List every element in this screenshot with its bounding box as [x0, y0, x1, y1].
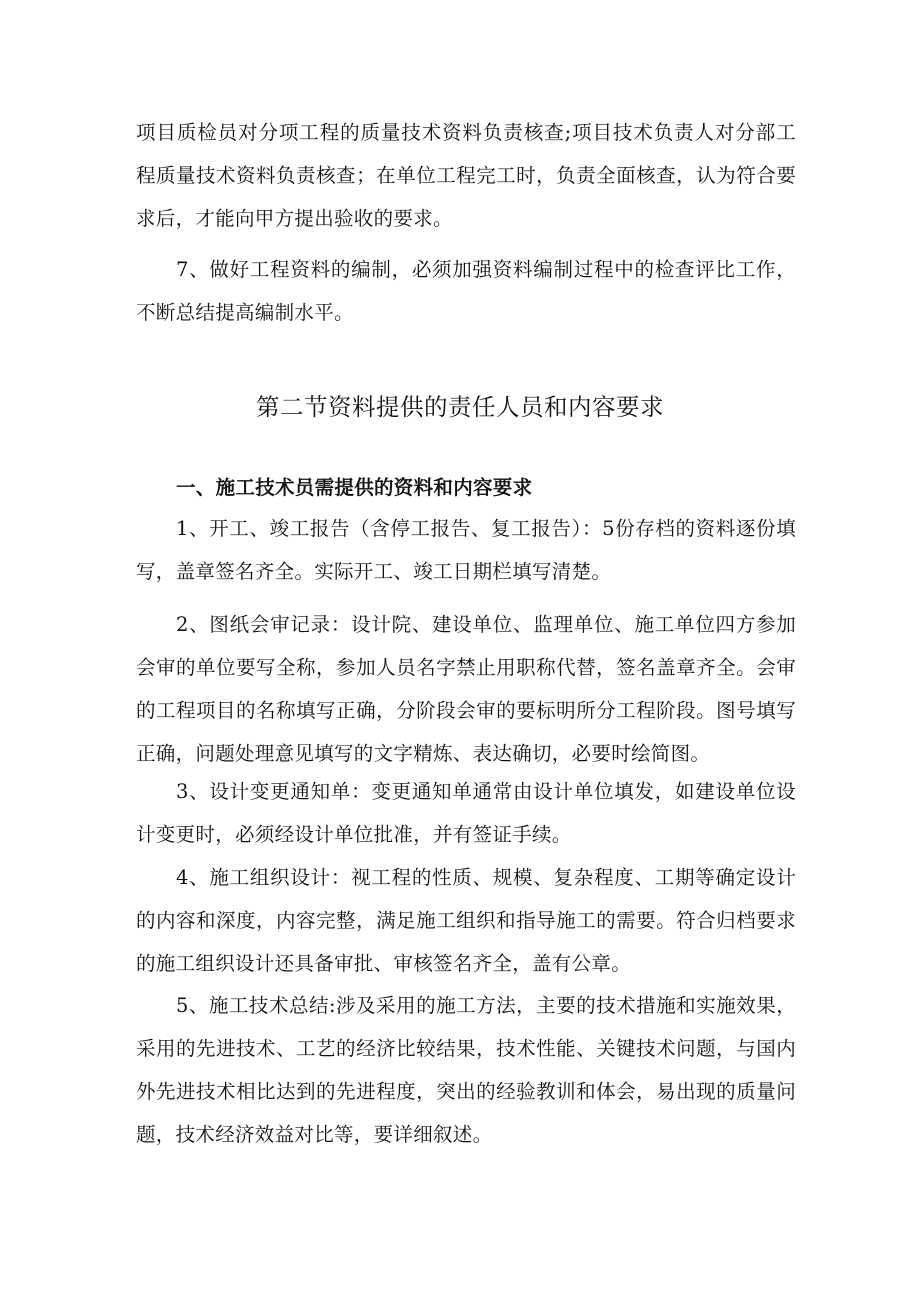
item-4-paragraph: 4、施工组织设计：视工程的性质、规模、复杂程度、工期等确定设计的内容和深度，内容完整，满足施工组织和指导施工的需要。符合归档要求的施工组织设计还具备审批、审核签名齐全，盖有公章。 — [136, 866, 796, 975]
section-title: 第二节资料提供的责任人员和内容要求 — [256, 393, 664, 421]
intro-paragraph: 项目质检员对分项工程的质量技术资料负责核查;项目技术负责人对分部工程质量技术资料负责核查；在单位工程完工时，负责全面核查，认为符合要求后，才能向甲方提出验收的要求。 — [136, 121, 796, 230]
item-1-paragraph: 1、开工、竣工报告（含停工报告、复工报告）：5份存档的资料逐份填写，盖章签名齐全。实际开工、竣工日期栏填写清楚。 — [136, 517, 796, 583]
item-5-paragraph: 5、施工技术总结:涉及采用的施工方法，主要的技术措施和实施效果，采用的先进技术、工艺的经济比较结果，技术性能、关键技术问题，与国内外先进技术相比达到的先进程度，突出的经验教训和体会，易出现的质量问题，技术经济效益对比等，要详细叙述。 — [136, 994, 796, 1146]
item-3-paragraph: 3、设计变更通知单：变更通知单通常由设计单位填发，如建设单位设计变更时，必须经设计单位批准，并有签证手续。 — [136, 780, 796, 846]
subsection-heading: 一、施工技术员需提供的资料和内容要求 — [176, 476, 533, 499]
item-2-paragraph: 2、图纸会审记录：设计院、建设单位、监理单位、施工单位四方参加会审的单位要写全称，参加人员名字禁止用职称代替，签名盖章齐全。会审的工程项目的名称填写正确，分阶段会审的要标明所分工程阶段。图号填写正确，问题处理意见填写的文字精炼、表达确切，必要时绘简图。 — [136, 613, 796, 765]
item-7-paragraph: 7、做好工程资料的编制，必须加强资料编制过程中的检查评比工作，不断总结提高编制水平。 — [136, 258, 796, 324]
